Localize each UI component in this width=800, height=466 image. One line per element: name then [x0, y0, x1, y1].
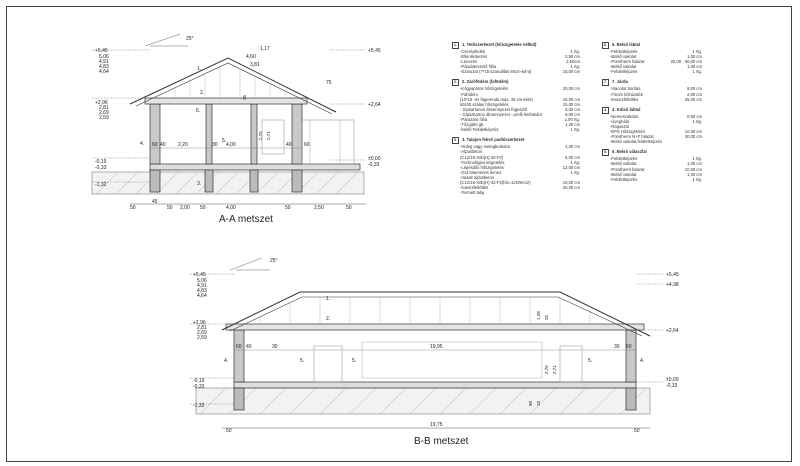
aa-floor-slab [150, 164, 360, 170]
aa-footing-3 [250, 170, 258, 192]
aa-dim-int-3: 30 [212, 142, 218, 148]
legend-row [602, 139, 702, 144]
legend-material: -Vasalt aljzatbeton [460, 174, 495, 180]
legend-thickness: 1,00 cm [687, 64, 702, 70]
aa-dim-int-4: 40 [286, 142, 292, 148]
bb-level-r3: ±0,00 [666, 377, 679, 383]
legend-material: - Gipszkarton álmennyezet - profil lenfotsánt [460, 111, 542, 117]
aa-dim-bot-5: 4,00 [226, 205, 236, 211]
bb-tag-5c: 5. [588, 358, 593, 364]
bb-vert-dim-1: 2,71 [552, 365, 557, 374]
bb-dim-int-3: 19,95 [430, 344, 443, 350]
aa-dim-int-1: 40 [160, 142, 166, 148]
aa-level-r3: -0,33 [368, 162, 380, 168]
bb-dim-bot-0: 50 [226, 428, 232, 434]
legend-thickness: 12,00 cm [562, 164, 580, 170]
legend-thickness: 30,00 cm [684, 134, 702, 140]
legend-thickness: 1 rtg. [692, 156, 702, 162]
legend-material: -Üvegháló [610, 118, 630, 124]
legend-thickness: 1,00 cm [687, 54, 702, 60]
legend-title-text: 3. Talajon fekvő padlószerkezet [462, 137, 525, 143]
legend-section-title [602, 149, 702, 156]
aa-dim-bot-2: 50 [167, 205, 173, 211]
legend-section-title [602, 42, 702, 49]
legend-thickness [576, 190, 580, 195]
legend-material: -Lécezés [460, 59, 477, 65]
legend-section [602, 107, 702, 145]
legend-thickness: 1 rtg. [570, 64, 580, 70]
bb-dim-int-0: 60 [236, 344, 242, 350]
legend-material: -Felületképzés [610, 49, 638, 54]
aa-dim-bot-4: 50 [200, 205, 206, 211]
aa-tag-6: 6. [196, 108, 201, 114]
aa-dim-int-5: 60 [304, 142, 310, 148]
legend-title-text: 2. Zárófödém (fafödém) [462, 79, 509, 85]
aa-vert-dim-0: 2,75 [258, 131, 263, 140]
legend-material: -EPS Hőszigetelés [610, 129, 645, 135]
aa-level-5: +2,96 [95, 100, 108, 106]
legend-thickness: 6,00 cm [565, 111, 580, 117]
aa-rafters [160, 67, 285, 98]
aa-dim-int-2: 2,20 [178, 142, 188, 148]
legend-column-2 [602, 42, 702, 187]
aa-level-4: 4,64 [99, 69, 109, 75]
aa-footing-2 [205, 170, 213, 192]
legend-material: -Finom kőzúzalék [610, 91, 643, 97]
legend-thickness: 5,00 cm [565, 106, 580, 112]
bb-level-5: +2,96 [193, 320, 206, 326]
legend-row [452, 127, 580, 132]
bb-vert-dim-0: 2,75 [544, 365, 549, 374]
legend-thickness: 15,00 cm [562, 101, 580, 107]
legend-title-text: 4. Külső lábtal [612, 106, 641, 112]
bb-vert-dim-2: 90 [528, 400, 533, 406]
legend-thickness: 1 rtg. [570, 49, 580, 54]
legend-thickness: 1 rtg. [570, 159, 580, 165]
legend-thickness [698, 139, 702, 144]
legend-thickness: 10,00 cm [562, 179, 580, 185]
legend-section [452, 42, 580, 74]
aa-dim-int-0: 60 [152, 142, 158, 148]
aa-dim-bot-8: 50 [346, 205, 352, 211]
bb-tag-4a: 4. [224, 358, 229, 364]
bb-ceiling [226, 324, 644, 330]
bb-level-10: -0,33 [193, 384, 205, 390]
bb-vert-dim-4: 1,28 [536, 311, 541, 320]
legend-section [602, 79, 702, 101]
aa-wall-right [292, 104, 302, 164]
aa-tag-2: 2. [200, 90, 205, 96]
aa-dim-bot-1: 45 [152, 199, 158, 205]
bb-level-r1: +4,98 [666, 282, 679, 288]
legend-material: -Aljzatbeton [460, 149, 483, 155]
aa-level-2: 4,91 [99, 59, 109, 65]
aa-tag-5: 5. [222, 138, 227, 144]
legend-thickness: 20,00 cm [562, 185, 580, 191]
bb-tag-2: 2. [326, 316, 331, 322]
legend-material: -Felületképzés [610, 176, 638, 182]
aa-slope-label: 25° [186, 36, 194, 42]
legend-thickness: 2,50 cm [565, 54, 580, 60]
legend-title-text: 6. Belső lábtal [612, 42, 641, 47]
legend-title-text: 7. Járda [612, 79, 628, 85]
aa-dim-int-6: 4,00 [226, 142, 236, 148]
bb-level-9: -0,19 [193, 378, 205, 384]
aa-level-11: -1,32 [95, 182, 107, 188]
legend-thickness: 1,25 cm [565, 122, 580, 128]
bb-level-11: -1,32 [193, 403, 205, 409]
aa-ground [92, 172, 364, 194]
aa-level-10: -0,33 [95, 165, 107, 171]
bb-dim-int-2: 30 [272, 344, 278, 350]
legend-material: -Porotherm falazat [610, 166, 645, 172]
aa-roof-dim-2: 1,17 [260, 46, 270, 52]
legend-thickness: 15,00 cm [562, 96, 580, 102]
bb-level-r4: -0,33 [666, 383, 678, 389]
legend-section-title [602, 107, 702, 114]
aa-wall-left [150, 104, 160, 164]
aa-tag-3: 3. [197, 181, 202, 187]
aa-vert-dim-1: 2,71 [266, 131, 271, 140]
legend-section [602, 149, 702, 181]
legend-thickness: 1 rtg. [692, 118, 702, 124]
legend-material: (C12/15-X0b(H)-32-F2) [460, 154, 504, 160]
legend-section-title [452, 42, 580, 49]
aa-slope-indicator [145, 34, 188, 46]
legend-material: -Belső vakolat [610, 171, 637, 177]
legend-thickness: 1,00 cm [687, 171, 702, 177]
legend-material: -Nemesvakolat [610, 113, 638, 119]
bb-level-6: 2,81 [197, 325, 207, 331]
legend-thickness: 2,00 cm [565, 144, 580, 150]
bb-tag-1: 1. [326, 296, 331, 302]
bb-interior-wall [362, 342, 542, 378]
bb-tag-4b: 4. [640, 358, 645, 364]
bb-level-3: 4,83 [197, 288, 207, 294]
aa-level-9: -0,19 [95, 159, 107, 165]
legend-thickness: 6,00 cm [687, 86, 702, 92]
legend-material: -Gr4 bitumenes lemez [460, 169, 502, 175]
legend-material: -Felületképzés [610, 69, 638, 75]
aa-level-7: 2,69 [99, 110, 109, 116]
bb-dim-bot-1: 19,75 [430, 422, 443, 428]
bb-level-r2: +2,64 [666, 328, 679, 334]
legend-title-text: 5. Belső válaszfal [612, 149, 647, 155]
aa-roof-dim-0: 4,60 [246, 54, 256, 60]
bb-level-r0: +5,45 [666, 272, 679, 278]
legend-material: -Páraáteresztő fólia [460, 64, 497, 70]
bb-dim-bot-2: 50 [634, 428, 640, 434]
bb-level-0: +5,45 [193, 272, 206, 278]
legend-number-box: 5. [603, 150, 608, 155]
legend-row [452, 190, 580, 195]
legend-material: -Párazáró fólia [460, 117, 488, 123]
legend-number-box: 1. [453, 43, 458, 47]
legend-thickness: 10,00 cm [684, 129, 702, 135]
aa-level-6: 2,81 [99, 105, 109, 111]
legend-material: -belső Felületképzés [460, 127, 499, 133]
legend-row [602, 177, 702, 182]
aa-ceiling [145, 98, 307, 104]
bb-level-1: 5,06 [197, 278, 207, 284]
bb-tag-5b: 5. [352, 358, 357, 364]
legend-thickness: 1,00 cm [687, 161, 702, 167]
aa-wall-inner-2 [251, 104, 257, 164]
legend-number-box: 3. [453, 138, 458, 143]
legend-material: -Belső vakolat,felületképzés [610, 139, 662, 145]
bb-vert-dim-5: 25 [544, 314, 549, 320]
legend-material: -Lépésálló hőszigetelés [460, 164, 504, 170]
bb-floor-slab [234, 382, 636, 388]
legend-section-title [602, 79, 702, 86]
aa-footing-1 [150, 170, 160, 192]
legend-material: -Termett talaj [460, 190, 485, 196]
legend-thickness: 1,00 rtg. [564, 117, 580, 123]
legend-material: -Belső vakolat [610, 161, 637, 167]
legend-material: -Kavicsfeltöltés [460, 185, 489, 191]
bb-level-2: 4,91 [197, 283, 207, 289]
bb-slope-label: 25° [270, 258, 278, 264]
section-aa [92, 34, 366, 204]
legend-row [602, 69, 702, 74]
legend-thickness: 15,00 cm [562, 69, 580, 75]
legend-number-box: 4. [603, 107, 608, 112]
aa-tag-1: 1. [197, 66, 202, 72]
legend-material: (10*15 -ös fagerenda max. 45 cm-ként) [460, 96, 533, 102]
legend-number-box: 2. [453, 80, 458, 85]
legend-thickness: 25,00 - 30,00 cm [670, 59, 702, 65]
bb-wall-right [626, 330, 636, 382]
aa-tag-4: 4. [140, 141, 145, 147]
bb-level-4: 4,64 [197, 293, 207, 299]
bb-window [560, 346, 582, 382]
bb-door [314, 346, 342, 382]
aa-dim-bot-0: 50 [130, 205, 136, 211]
aa-level-r2: ±0,00 [368, 156, 381, 162]
legend-thickness: 1 rtg. [570, 127, 580, 133]
legend-column-1 [452, 42, 580, 200]
legend-material: között szálas hőszigetelés [460, 101, 509, 107]
aa-level-r1: +2,64 [368, 102, 381, 108]
legend-material: -Cserépfedés [460, 49, 486, 54]
aa-section-title: A-A metszet [219, 214, 273, 225]
legend-material: -Fafödém [460, 91, 478, 97]
legend-material: -Technológiai szigetelés [460, 159, 505, 165]
legend-thickness: 1 rtg. [570, 169, 580, 175]
legend-material: -Szaruzat (7*15 szaruállás 80cm-ként) [460, 69, 532, 75]
legend-material: -Belső vakolat [610, 64, 637, 70]
bb-rafters [260, 297, 620, 324]
bb-dim-int-5: 60 [626, 344, 632, 350]
legend-material: -Ragasztó [610, 123, 630, 129]
legend-material: -Belső vakolat [610, 54, 637, 60]
aa-level-r0: +5,45 [368, 48, 381, 54]
legend-thickness: 25,00 cm [684, 96, 702, 102]
legend-number-box: 7. [603, 80, 608, 85]
section-bb [190, 258, 664, 428]
bb-wall-left [234, 330, 244, 382]
legend-thickness: 2,50cm [566, 59, 580, 65]
aa-roof-dim-3: 75 [326, 80, 332, 86]
legend-row [602, 97, 702, 102]
legend-section-title [452, 79, 580, 86]
legend-material: -Felületképzés [610, 156, 638, 162]
aa-dim-bot-7: 2,50 [314, 205, 324, 211]
legend-thickness: 1 rtg. [692, 69, 702, 75]
legend-section-title [452, 137, 580, 144]
aa-vert-dim-2: 25 [242, 94, 247, 100]
legend-thickness: 1 rtg. [692, 176, 702, 182]
legend-material: -Kavicsfeltöltés [610, 96, 639, 102]
legend-material: -Kőgyapotos hőszigetelés [460, 86, 508, 92]
bb-level-7: 2,69 [197, 330, 207, 336]
legend-section [602, 42, 702, 74]
legend-thickness: 20,00 cm [562, 86, 580, 92]
legend-thickness: 0,50 cm [687, 113, 702, 119]
aa-footing-4 [292, 170, 302, 192]
legend-thickness: 10,00 cm [684, 166, 702, 172]
legend-material: -Porotherm falazat [610, 59, 645, 65]
aa-roof-inner [136, 63, 332, 114]
bb-footing-2 [626, 388, 636, 410]
legend-material: - Sípkartonon álmennyezet fügesztő [460, 106, 528, 112]
legend-section [452, 79, 580, 132]
aa-level-3: 4,83 [99, 64, 109, 70]
aa-level-8: 2,59 [99, 115, 109, 121]
aa-roof-dim-1: 3,81 [250, 62, 260, 68]
legend-thickness: 1 rtg. [692, 49, 702, 54]
bb-vert-dim-3: 15 [536, 400, 541, 406]
aa-dim-bot-6: 50 [285, 205, 291, 211]
bb-footing-1 [234, 388, 244, 410]
legend-thickness: 5,00 cm [565, 154, 580, 160]
legend-material: -Tűzgátló gk. [460, 122, 485, 128]
legend-material: -Porotherm N+F falazat [610, 134, 654, 140]
aa-dim-bot-3: 2,00 [180, 205, 190, 211]
bb-tag-5a: 5. [300, 358, 305, 364]
legend-material: -Hideg vagy melegburkolat [460, 144, 510, 150]
legend-material: (C12/15-X0b(H)-32-F2(fck=12N/mm2) [460, 179, 531, 185]
bb-dim-int-1: 40 [246, 344, 252, 350]
legend-thickness: 2,00 cm [687, 91, 702, 97]
legend-material: -Viacolor borítás [610, 86, 641, 92]
legend-material: -Ellenléckezés [460, 54, 487, 60]
legend-section [452, 137, 580, 195]
aa-level-0: +5,45 [95, 48, 108, 54]
bb-dim-int-4: 30 [614, 344, 620, 350]
legend-number-box: 6. [603, 43, 608, 47]
aa-wall-inner-1 [206, 104, 212, 164]
bb-section-title: B-B metszet [414, 436, 469, 447]
legend-title-text: 1. Tetőszerkezet (hőszigetelés nélkül) [462, 42, 537, 47]
aa-level-1: 5,06 [99, 54, 109, 60]
bb-level-8: 2,59 [197, 335, 207, 341]
legend-row [452, 69, 580, 74]
bb-slope-indicator [230, 258, 270, 270]
